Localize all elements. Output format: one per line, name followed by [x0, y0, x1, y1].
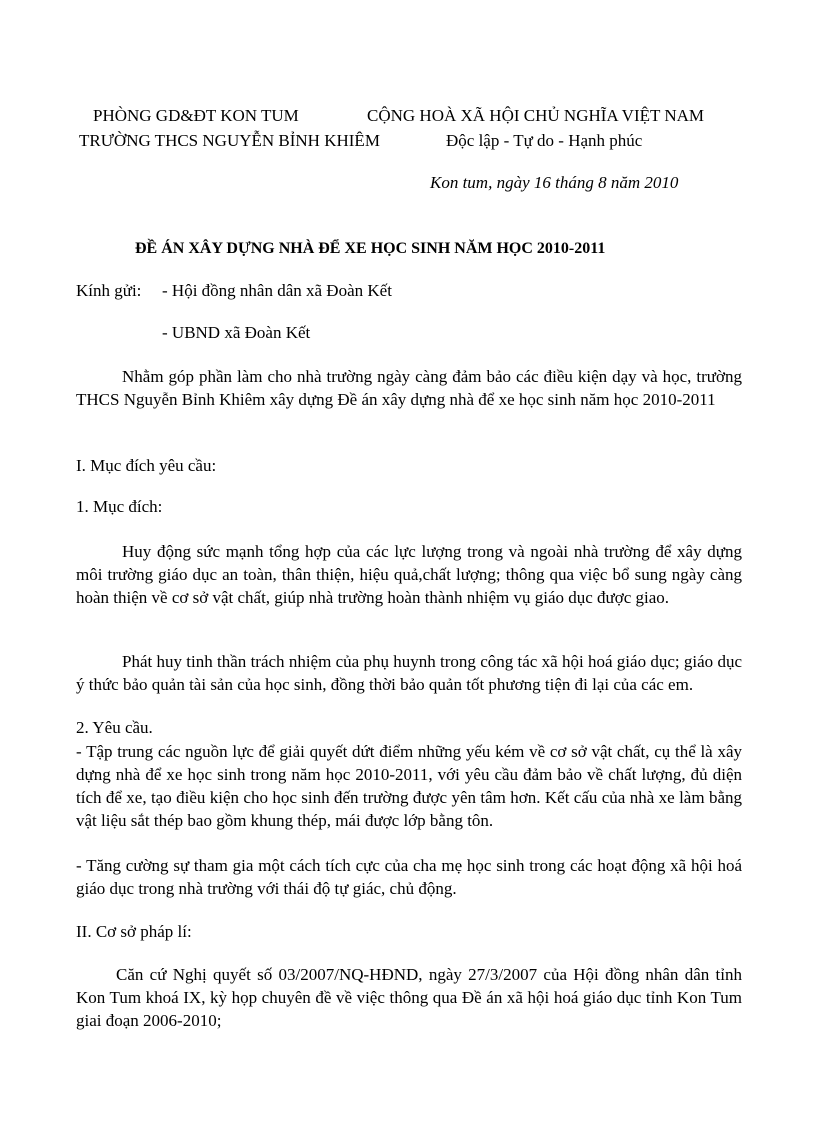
purpose-paragraph-2: Phát huy tinh thần trách nhiệm của phụ huynh trong công tác xã hội hoá giáo dục; giáo dục ý thức bảo quản tài sản của học sinh, đồng thời bảo quản tốt phương tiện đi lại của các em.	[76, 652, 742, 694]
requirements-paragraph-1: - Tập trung các nguồn lực để giải quyết dứt điểm những yếu kém về cơ sở vật chất, cụ thể là xây dựng nhà để xe học sinh trong năm học 2010-2011, với yêu cầu đảm bảo về chất lượng, đủ diện tích để xe, tạo điều kiện cho học sinh đến trường được yên tâm hơn. Kết cấu của nhà xe làm bằng vật liệu sắt thép bao gồm khung thép, mái được lớp bằng tôn.	[76, 742, 742, 830]
recipient-committee: - UBND xã Đoàn Kết	[162, 323, 311, 342]
recipients-label: Kính gửi:	[76, 281, 142, 300]
date-line: Kon tum, ngày 16 tháng 8 năm 2010	[430, 173, 679, 192]
subsection-requirements-heading: 2. Yêu cầu.	[76, 718, 153, 737]
subsection-purpose-heading: 1. Mục đích:	[76, 497, 163, 516]
purpose-paragraph-1: Huy động sức mạnh tổng hợp của các lực lượng trong và ngoài nhà trường để xây dựng môi trường giáo dục an toàn, thân thiện, hiệu quả,chất lượng; thông qua việc bổ sung ngày càng hoàn thiện về cơ sở vật chất, giúp nhà trường hoàn thành nhiệm vụ giáo dục được giao.	[76, 542, 742, 607]
document-title: ĐỀ ÁN XÂY DỰNG NHÀ ĐỂ XE HỌC SINH NĂM HỌC 2010-2011	[135, 240, 606, 257]
header-motto: Độc lập - Tự do - Hạnh phúc	[446, 131, 643, 150]
legal-basis-paragraph: Căn cứ Nghị quyết số 03/2007/NQ-HĐND, ngày 27/3/2007 của Hội đồng nhân dân tỉnh Kon Tum khoá IX, kỳ họp chuyên đề về việc thông qua Đề án xã hội hoá giáo dục tỉnh Kon Tum giai đoạn 2006-2010;	[76, 965, 742, 1030]
header-country: CỘNG HOÀ XÃ HỘI CHỦ NGHĨA VIỆT NAM	[367, 106, 705, 125]
header-school: TRƯỜNG THCS NGUYỄN BỈNH KHIÊM	[79, 131, 380, 150]
recipient-council: - Hội đồng nhân dân xã Đoàn Kết	[162, 281, 392, 300]
section-1-heading: I. Mục đích yêu cầu:	[76, 456, 217, 475]
header-department: PHÒNG GD&ĐT KON TUM	[93, 106, 299, 125]
requirements-paragraph-2: - Tăng cường sự tham gia một cách tích cực của cha mẹ học sinh trong các hoạt động xã hội hoá giáo dục trong nhà trường với thái độ tự giác, chủ động.	[76, 856, 742, 898]
intro-paragraph: Nhằm góp phần làm cho nhà trường ngày càng đảm bảo các điều kiện dạy và học, trường THCS Nguyễn Bỉnh Khiêm xây dựng Đề án xây dựng nhà để xe học sinh năm học 2010-2011	[76, 367, 742, 409]
section-2-heading: II. Cơ sở pháp lí:	[76, 922, 192, 941]
